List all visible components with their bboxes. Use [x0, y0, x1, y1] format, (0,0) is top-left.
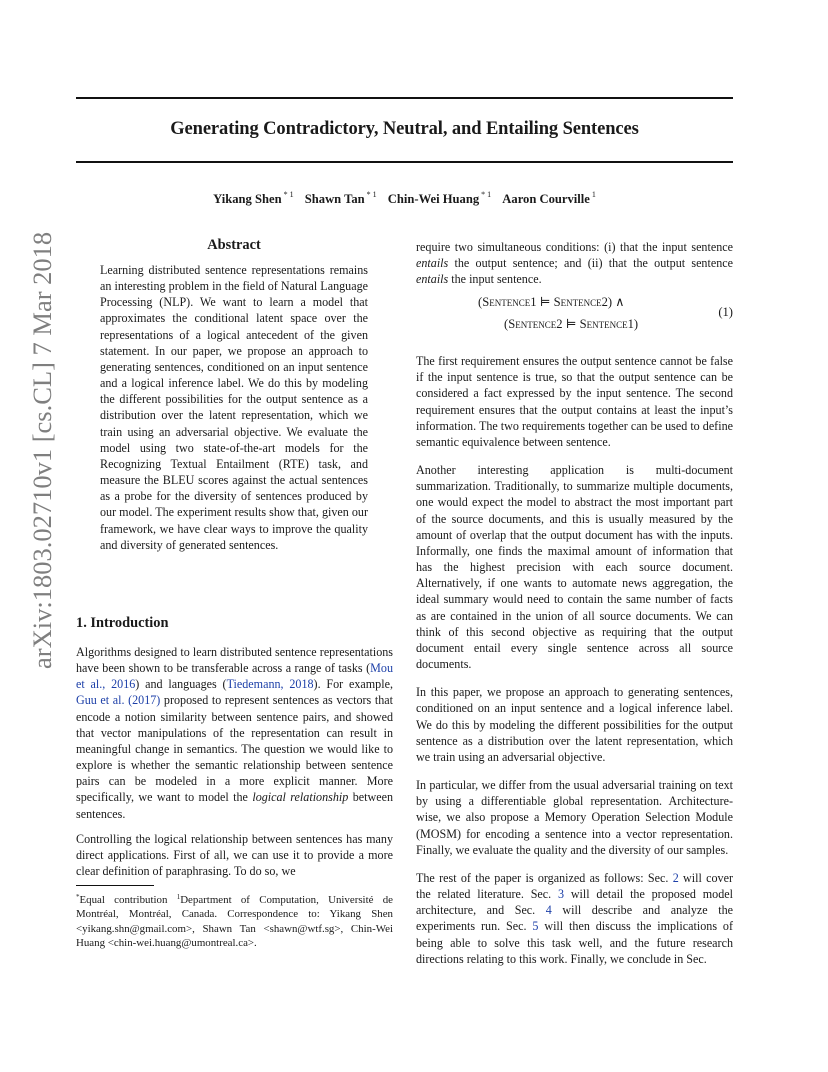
top-rule — [76, 97, 733, 99]
author-affiliation-mark: * 1 — [283, 190, 294, 199]
text-run: Department of Computation, Université de Montréal, Montréal, Canada. Correspondence to: Yikang Shen <yikang.shn@gmail.com>, Shawn Tan <shawn@wtf.sg>, Chin-Wei Huang <chin-wei.huang@umontreal.ca>. — [76, 894, 393, 950]
author-name: Shawn Tan — [304, 192, 365, 206]
paragraph: The first requirement ensures the output sentence cannot be false if the input sentence is true, so that the output sentence can be considered a fact expressed by the input sentence. The second requirement ensures that the output contains at least the input’s information. The two requirements together can be used to define semantic equivalence between sentence. — [416, 354, 733, 449]
paragraph: In this paper, we propose an approach to generating sentences, conditioned on an input sentence and a logical inference label. We do this by modeling the different possibilities for the output sentence as a distribution over the latent representation, which we train using an adversarial objective. — [416, 685, 733, 764]
author — [305, 192, 377, 206]
title-rule — [76, 161, 733, 163]
equation-line: (Sentence2 ⊨ Sentence1) — [504, 317, 639, 331]
text-run: Equal contribution — [79, 894, 177, 906]
footnote-mark: * — [76, 893, 80, 901]
text-run: the input sentence. — [448, 272, 542, 287]
section-heading-introduction: 1. Introduction — [76, 615, 169, 631]
section-ref-link[interactable]: 2 — [672, 871, 679, 885]
paragraph: Controlling the logical relationship between sentences has many direct applications. First of all, we can use it to provide a more clear definition of paraphrasing. To do so, we — [76, 831, 393, 879]
text-run: Algorithms designed to learn distributed sentence representations have been shown to be transferable across a range of tasks ( — [76, 645, 393, 676]
author-affiliation-mark: 1 — [591, 190, 596, 199]
left-column — [76, 644, 393, 888]
emphasis: logical relationship — [252, 790, 349, 805]
text-run: ). For example, — [313, 677, 393, 692]
paper-title: Generating Contradictory, Neutral, and Entailing Sentences — [170, 119, 639, 139]
author-affiliation-mark: * 1 — [481, 190, 492, 199]
paragraph — [76, 644, 393, 822]
text-run: will then discuss the implications of being able to solve this task well, and the future research directions relating to this work. Finally, we conclude in Sec. — [416, 919, 733, 966]
text-run: will describe and analyze the experiments run. Sec. — [416, 903, 733, 934]
citation-link[interactable]: Guu et al. (2017) — [76, 693, 161, 708]
emphasis: entails — [416, 272, 449, 287]
abstract-heading: Abstract — [207, 237, 261, 253]
text-run: will detail the proposed model architecture, and Sec. — [416, 887, 733, 918]
footnote-mark: 1 — [176, 893, 181, 901]
text-run: proposed to represent sentences as vectors that encode a notion similarity between sentence pairs, and showed that vector manipulations of the representation can result in meaningful change in semantics. The question we would like to explore is whether the semantic relationship between sentence pairs can be modeled in a more explicit manner. More specifically, we want to model the — [76, 693, 393, 805]
equation-line: (Sentence1 ⊨ Sentence2) ∧ — [478, 295, 625, 309]
footnote — [76, 890, 393, 951]
author-name: Chin-Wei Huang — [387, 192, 480, 206]
equation-number: (1) — [718, 305, 733, 319]
text-run: will cover the related literature. Sec. — [416, 871, 734, 902]
section-ref-link[interactable]: 4 — [545, 903, 552, 918]
author-name: Yikang Shen — [213, 192, 282, 206]
citation-link[interactable]: Mou et al., 2016 — [76, 661, 393, 692]
author-affiliation-mark: * 1 — [366, 190, 377, 199]
right-column — [416, 341, 733, 979]
abstract-text: Learning distributed sentence representations remains an interesting problem in the field of Natural Language Processing (NLP). We want to learn a model that approximates the conditional latent space over the representations of a logical antecedent of the given statement. In our paper, we propose an approach to generating sentences, conditioned on an input sentence and a logical inference label. We do this by modeling the different possibilities for the output sentence as a distribution over the latent representation, which we train using an adversarial objective. We evaluate the model using two state-of-the-art models for the Recognizing Textual Entailment (RTE) task, and measure the BLEU scores against the actual sentences as a probe for the diversity of sentences produced by our model. The experiment results show that, given our framework, we have clear ways to improve the quality and diversity of generated sentences. — [100, 263, 368, 552]
text-run: ) and languages ( — [135, 677, 227, 692]
text-run: The rest of the paper is organized as follows: Sec. — [416, 871, 673, 885]
paragraph — [416, 870, 733, 967]
citation-link[interactable]: Tiedemann, 2018 — [226, 677, 314, 692]
arxiv-stamp[interactable]: arXiv:1803.02710v1 [cs.CL] 7 Mar 2018 — [27, 231, 57, 669]
paragraph: In particular, we differ from the usual adversarial training on text by using a differentiable global representation. Architecture-wise, we also propose a Memory Operation Selection Module (MOSM) for encoding a sentence into a vector representation. Finally, we evaluate the quality and the diversity of our samples. — [416, 778, 733, 857]
author-list — [76, 190, 733, 207]
author-name: Aaron Courville — [502, 192, 590, 206]
section-ref-link[interactable]: 5 — [532, 919, 539, 934]
paragraph — [416, 239, 733, 287]
text-run: the output sentence; and (ii) that the output sentence — [448, 256, 733, 271]
author — [502, 192, 596, 206]
text-run: require two simultaneous conditions: (i) that the input sentence — [416, 240, 733, 254]
author — [388, 192, 491, 206]
section-ref-link[interactable]: 3 — [557, 887, 565, 902]
right-column-top — [416, 239, 733, 296]
equation-1 — [416, 294, 733, 334]
paragraph: Another interesting application is multi-document summarization. Traditionally, to summarize multiple documents, one would expect the model to abstract the most important part of the source documents, and this is usually measured by the amount of overlap that the output document has with the inputs. Informally, one finds the maximal amount of information that has the highest precision with each source document. Alternatively, if one wants to automate news aggregation, the ideal summary would need to contain the same number of facts as are contained in the union of all source documents. We can think of this second objective as requiring that the output document entail every single sentence across all source documents. — [416, 463, 733, 671]
text-run: between sentences. — [76, 790, 393, 821]
footnote-rule — [76, 885, 154, 886]
emphasis: entails — [416, 256, 449, 271]
author — [213, 192, 293, 206]
